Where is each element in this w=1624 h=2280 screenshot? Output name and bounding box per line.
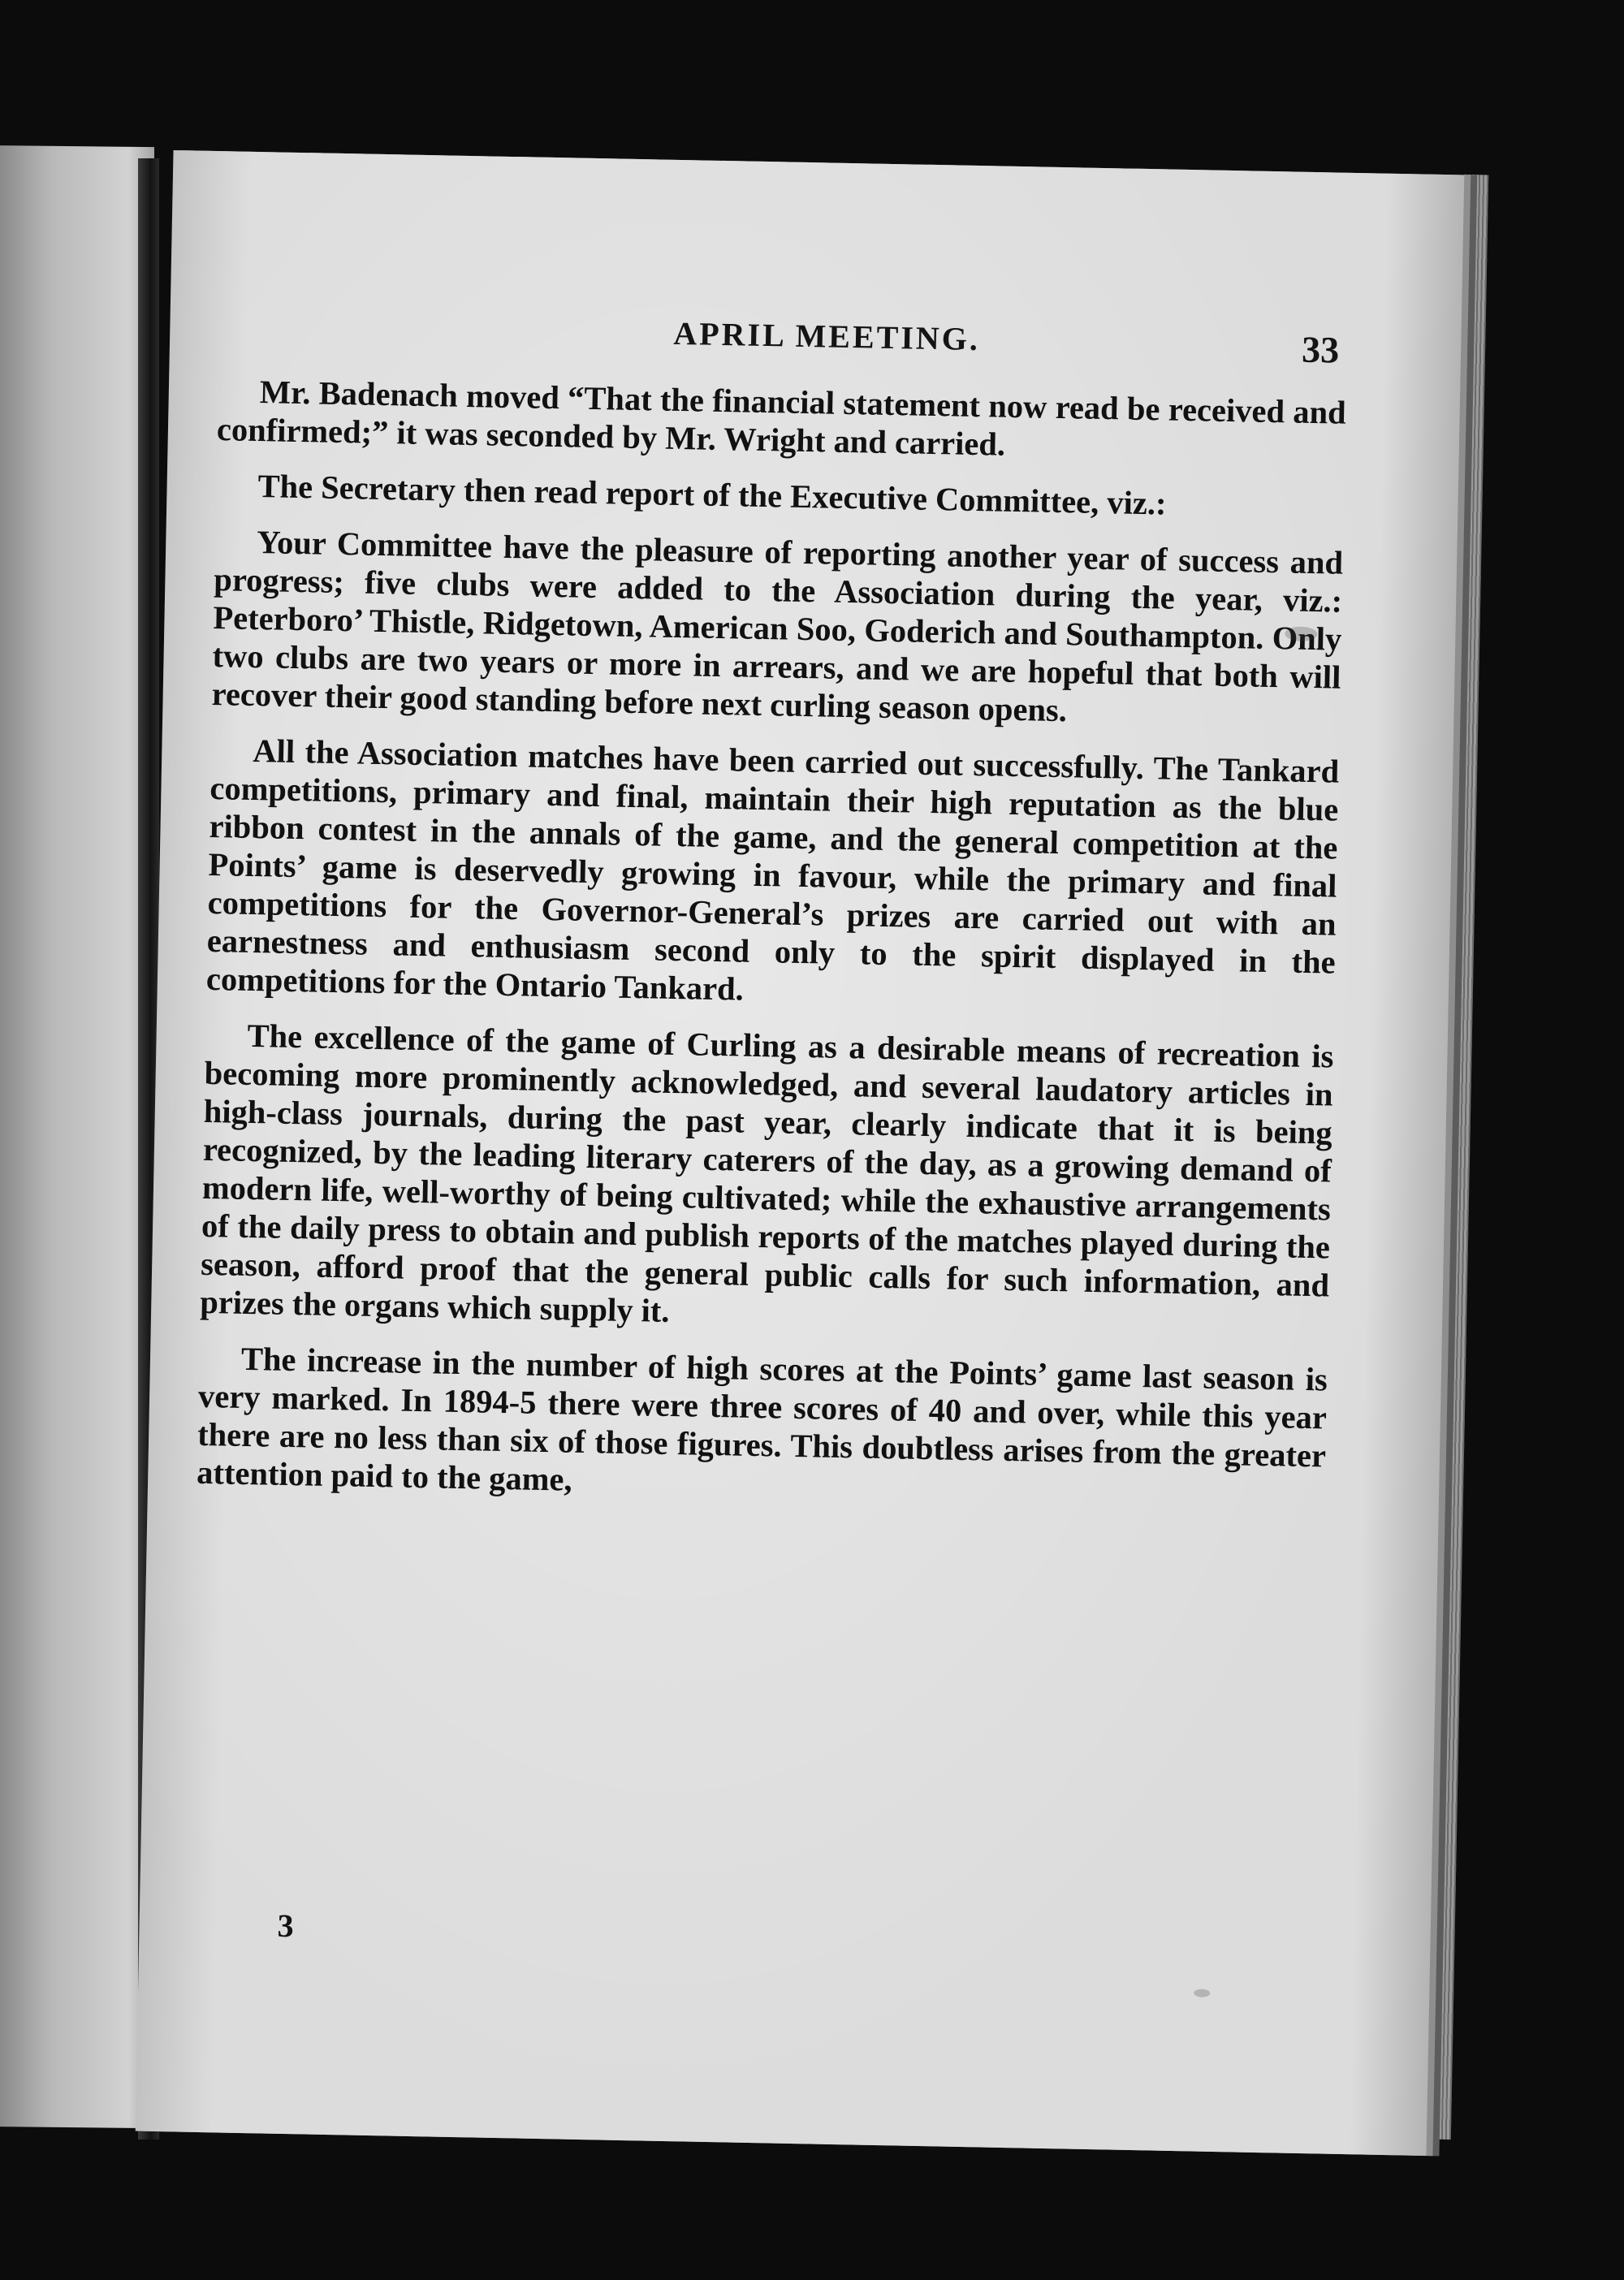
running-head xyxy=(170,304,1462,378)
paper-stain xyxy=(1285,626,1317,641)
paragraph: The Secretary then read report of the Executive Committee, viz.: xyxy=(257,468,1167,522)
page-number: 33 xyxy=(1301,328,1340,371)
running-head-title: APRIL MEETING. xyxy=(672,314,981,358)
paper-stain xyxy=(1194,1989,1210,1997)
paragraph: The increase in the number of high scores at the Points’ game last season is very marked. In 1894-5 there were three scores of 40 and over, while this year there are no less than six of those figures. This doubtless arises from the greater attention paid to the game, xyxy=(196,1340,1328,1498)
book-page xyxy=(136,150,1465,2156)
body-text xyxy=(196,372,1346,1531)
signature-mark: 3 xyxy=(277,1906,295,1945)
paragraph: All the Association matches have been carried out successfully. The Tankard competitions, primary and final, maintain their high reputation as the blue ribbon contest in the annals of the game, and the general competition at the Points’ game is deservedly growing in favour, while the primary and final competitions for the Governor-General’s prizes are carried out with an earnestness and enthusiasm second only to the spirit displayed in the competitions for the Ontario Tankard. xyxy=(205,732,1340,1008)
paragraph: The excellence of the game of Curling as a desirable means of recreation is becoming more prominently acknowledged, and several laudatory articles in high-class journals, during the past year, clearly indicate that it is being recognized, by the leading literary caterers of the day, as a growing demand of modern life, well-worthy of being cultivated; while the exhaustive arrangements of the daily press to obtain and publish reports of the matches played during the season, afford proof that the general public calls for such information, and prizes the organs which supply it. xyxy=(199,1017,1334,1329)
paragraph: Your Committee have the pleasure of reporting another year of success and progress; five clubs were added to the Association during the year, viz.: Peterboro’ Thistle, Ridgetown, American Soo, Goderich and Southampton. Only two clubs are two years or more in arrears, and we are hopeful that both will recover their good standing before next curling season opens. xyxy=(211,524,1344,729)
paragraph: Mr. Badenach moved “That the financial statement now read be received and confirmed;” it was seconded by Mr. Wright and carried. xyxy=(216,374,1347,463)
facing-page xyxy=(0,145,154,2128)
